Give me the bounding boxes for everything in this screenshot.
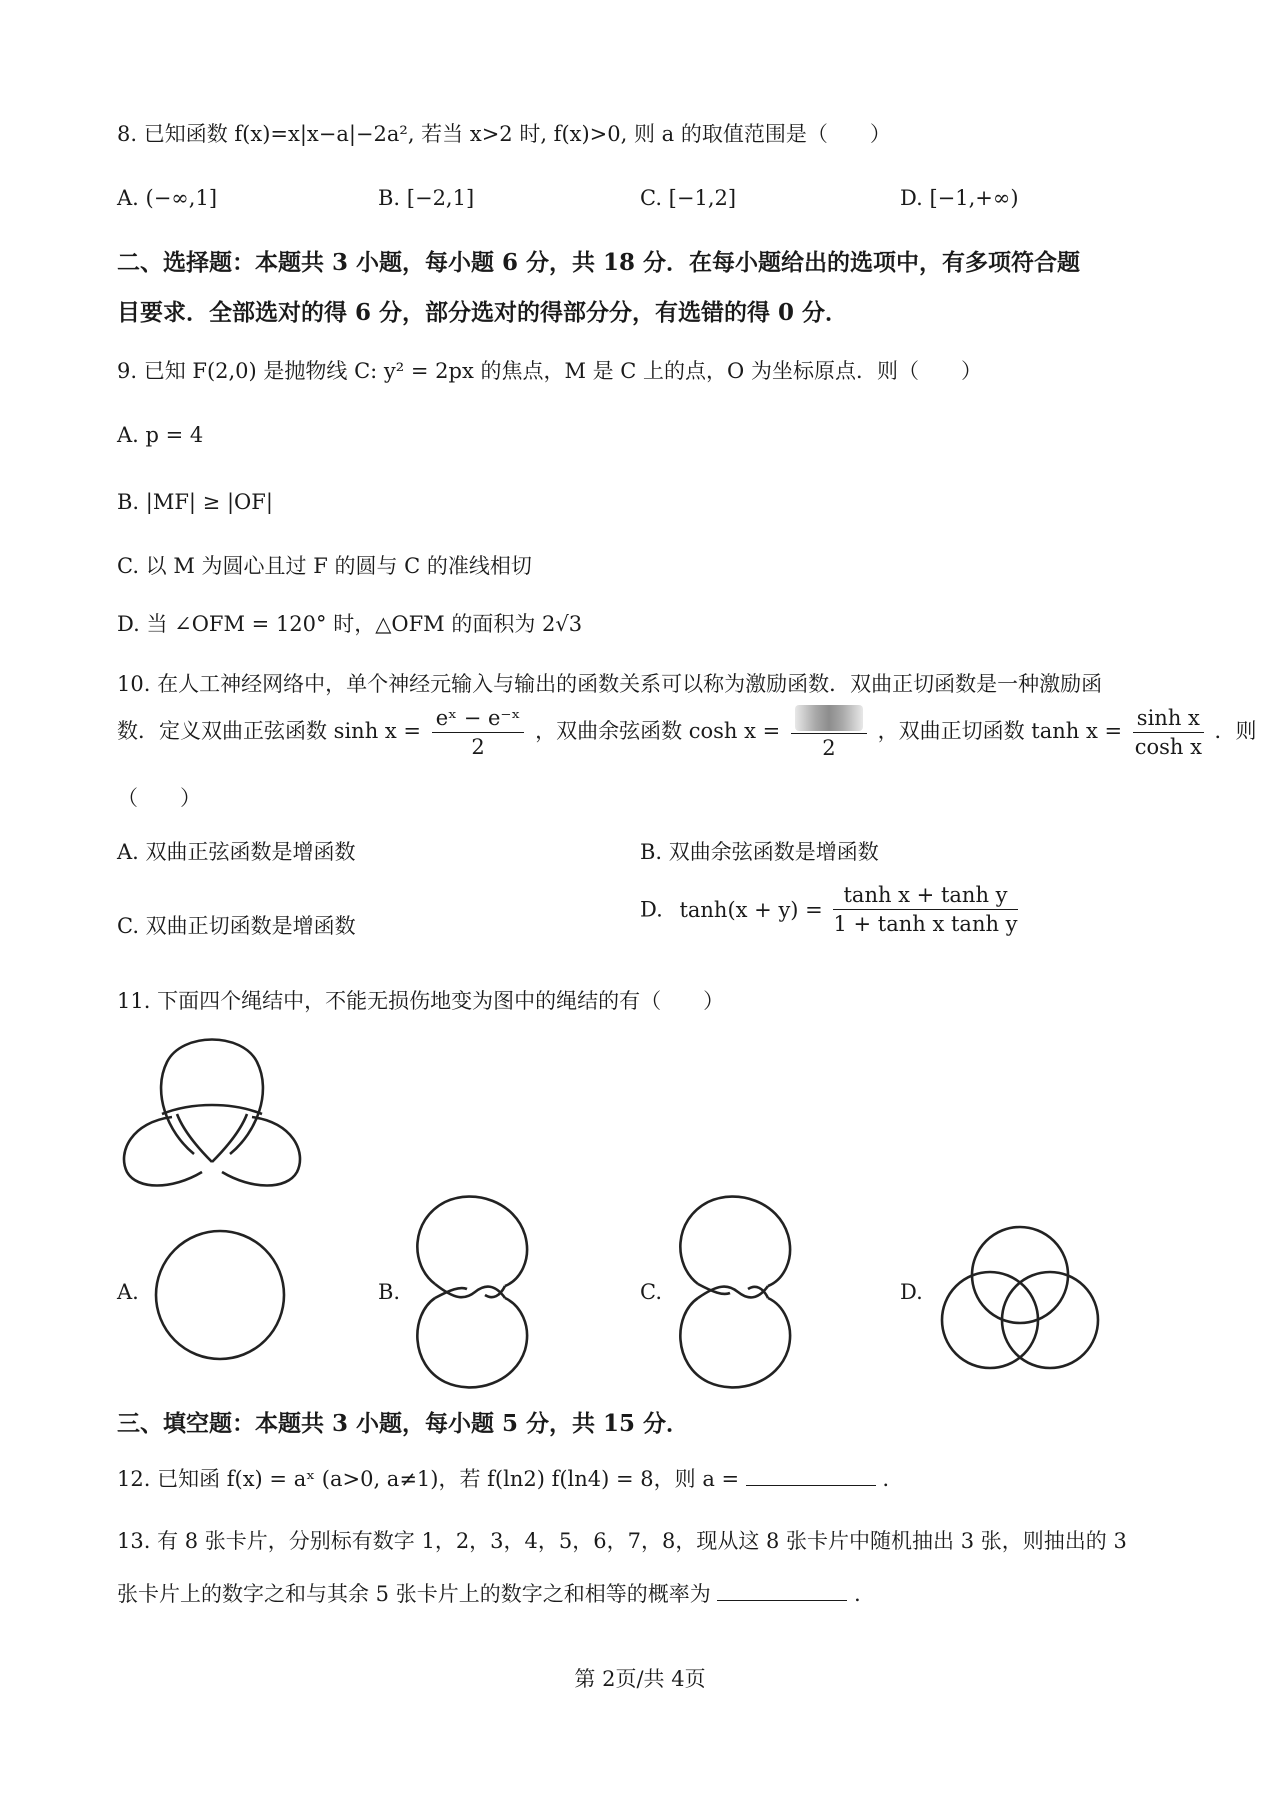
knot-option-b [405,1190,535,1400]
q10-text-sinh: 数．定义双曲正弦函数 sinh x = [117,719,422,743]
cosh-denominator: 2 [822,736,836,760]
q13-text: 张卡片上的数字之和与其余 5 张卡片上的数字之和相等的概率为 [117,1582,711,1606]
q10-option-c: C. 双曲正切函数是增函数 [117,914,356,938]
q10-option-d-lhs: tanh(x + y) = [679,897,823,922]
q9-option-a: A. p = 4 [117,423,204,447]
knot-option-d [935,1220,1105,1375]
q12-stem [117,1463,904,1493]
cosh-fraction [791,705,867,760]
q12-answer-blank[interactable] [746,1465,876,1486]
tanh-fraction [1133,706,1204,759]
q11-stem: 11. 下面四个绳结中，不能无损伤地变为图中的绳结的有（ ） [117,989,725,1013]
q9-stem: 9. 已知 F(2,0) 是抛物线 C: y² = 2px 的焦点，M 是 C 上的点，O 为坐标原点．则（ ） [117,359,982,383]
q10-line2 [117,705,1257,760]
tanh-sum-fraction [833,883,1017,936]
section2-line1: 二、选择题：本题共 3 小题，每小题 6 分，共 18 分．在每小题给出的选项中，有多项符合题 [117,249,1081,276]
q13-line2 [117,1578,875,1608]
tanh-denominator: cosh x [1134,735,1202,759]
section2-line2: 目要求．全部选对的得 6 分，部分选对的得部分分，有选错的得 0 分． [117,299,849,326]
q10-option-a: A. 双曲正弦函数是增函数 [117,840,356,864]
q10-line1: 10. 在人工神经网络中，单个神经元输入与输出的函数关系可以称为激励函数．双曲正切函数是一种激励函 [117,672,1103,696]
q13-text-end: ． [854,1582,876,1606]
q8-stem: 8. 已知函数 f(x)=x|x−a|−2a², 若当 x>2 时, f(x)>0, 则 a 的取值范围是（ ） [117,122,891,146]
q10-option-b: B. 双曲余弦函数是增函数 [640,840,879,864]
q10-text-end: ．则 [1214,719,1257,743]
tanh-numerator: sinh x [1133,706,1204,733]
q10-option-d-label: D. [640,897,663,922]
q8-option-b: B. [−2,1] [378,186,475,210]
q10-option-d [640,883,1022,936]
q8-option-a: A. (−∞,1] [117,186,218,210]
q11-label-b: B. [378,1280,401,1304]
sinh-denominator: 2 [471,735,485,759]
q9-option-b: B. |MF| ≥ |OF| [117,490,273,514]
sinh-numerator: eˣ − e⁻ˣ [432,706,525,733]
knot-option-c [668,1190,798,1400]
q10-line3: （ ） [117,786,201,810]
q11-label-a: A. [117,1280,139,1304]
q11-label-c: C. [640,1280,662,1304]
tanh-sum-numerator: tanh x + tanh y [833,883,1017,910]
q9-option-c: C. 以 M 为圆心且过 F 的圆与 C 的准线相切 [117,554,532,578]
q12-text-end: ． [882,1467,904,1491]
knot-option-a [150,1225,290,1365]
q13-line1: 13. 有 8 张卡片，分别标有数字 1，2，3，4，5，6，7，8，现从这 8 张卡片中随机抽出 3 张，则抽出的 3 [117,1529,1127,1553]
q9-option-d: D. 当 ∠OFM = 120° 时，△OFM 的面积为 2√3 [117,612,583,636]
sinh-fraction [432,706,525,759]
page-number-footer: 第 2页/共 4页 [574,1667,706,1691]
q10-text-tanh: ，双曲正切函数 tanh x = [877,719,1123,743]
q8-option-c: C. [−1,2] [640,186,737,210]
q11-label-d: D. [900,1280,923,1304]
q13-answer-blank[interactable] [717,1580,847,1601]
q12-text: 12. 已知函 f(x) = aˣ (a>0, a≠1)，若 f(ln2) f(ln4) = 8，则 a = [117,1467,740,1491]
blurred-numerator [795,705,863,731]
section3-title: 三、填空题：本题共 3 小题，每小题 5 分，共 15 分． [117,1410,690,1437]
tanh-sum-denominator: 1 + tanh x tanh y [833,912,1018,936]
q10-text-cosh: ，双曲余弦函数 cosh x = [535,719,781,743]
q8-option-d: D. [−1,+∞) [900,186,1019,210]
trefoil-knot-figure [112,1022,312,1192]
